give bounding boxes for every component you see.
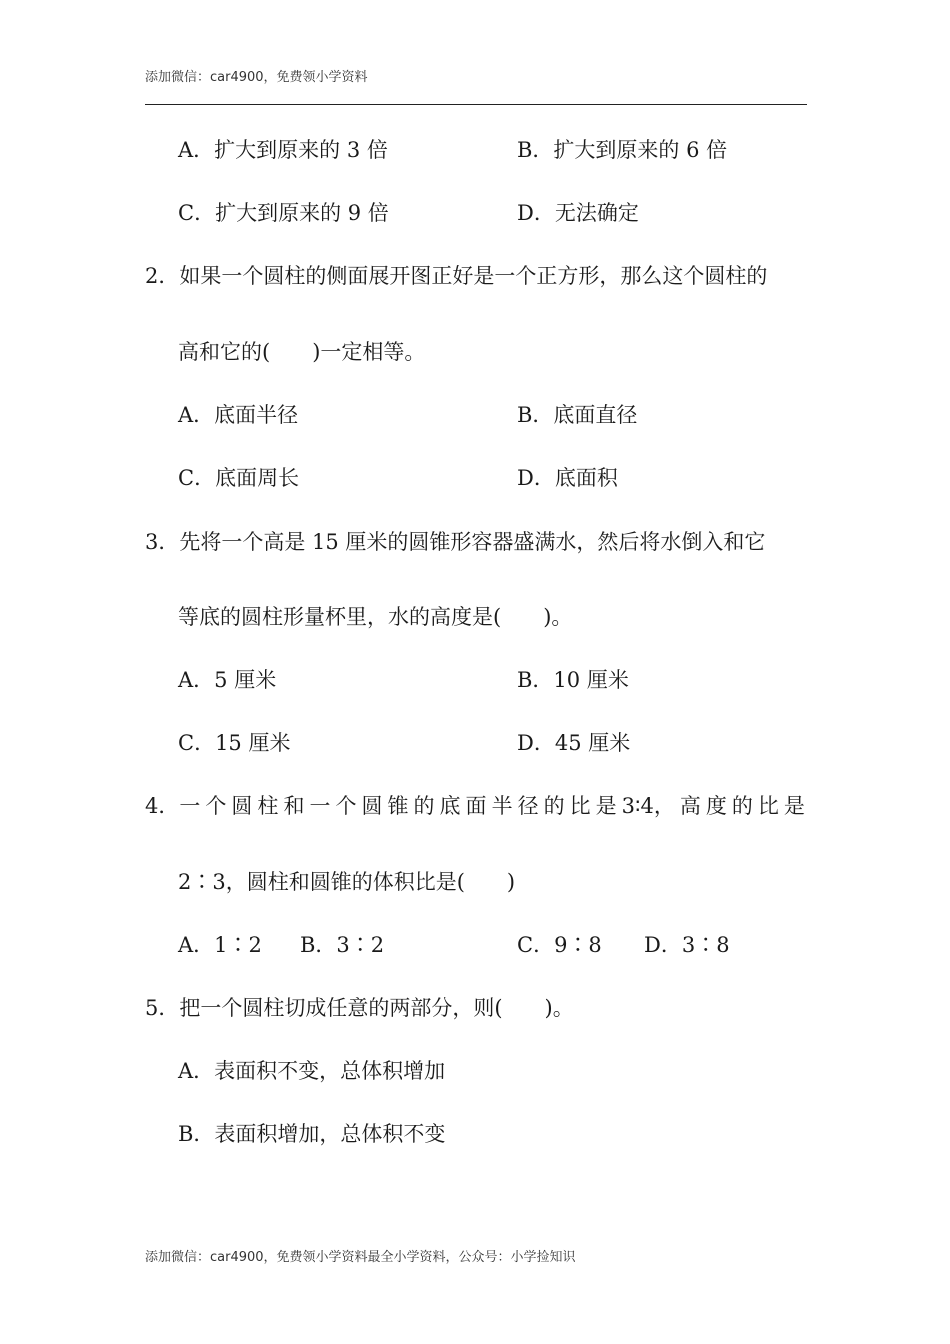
q4-stem-seg: 锥 (387, 794, 409, 818)
q2-stem-line1: 2．如果一个圆柱的侧面展开图正好是一个正方形，那么这个圆柱的 (145, 264, 768, 288)
q2-option-c: C．底面周长 (178, 466, 300, 490)
q1-option-b: B．扩大到原来的 6 倍 (517, 138, 728, 162)
q4-stem-seg: 底 (439, 794, 461, 818)
q5-option-a: A．表面积不变，总体积增加 (178, 1059, 446, 1083)
q4-stem-seg: 径 (517, 794, 539, 818)
q3-option-d: D．45 厘米 (517, 731, 631, 755)
q3-stem-line1: 3．先将一个高是 15 厘米的圆锥形容器盛满水，然后将水倒入和它 (145, 530, 766, 554)
q4-stem-seg: 的 (731, 794, 753, 818)
q4-option-d: D．3∶8 (644, 933, 730, 957)
q1-option-d: D．无法确定 (517, 201, 639, 225)
q4-stem-seg: 圆 (231, 794, 253, 818)
q4-stem-seg: 一 (309, 794, 331, 818)
q5-option-b: B．表面积增加，总体积不变 (178, 1122, 446, 1146)
q3-option-a: A．5 厘米 (178, 668, 277, 692)
q4-stem-seg: 比 (757, 794, 779, 818)
q4-stem-line1 (145, 796, 805, 817)
q3-option-b: B．10 厘米 (517, 668, 629, 692)
q1-option-a: A．扩大到原来的 3 倍 (178, 138, 388, 162)
page-footer: 添加微信：car4900，免费领小学资料最全小学资料，公众号：小学捡知识 (145, 1250, 576, 1265)
q4-stem-seg: 面 (465, 794, 487, 818)
q4-stem-seg: 柱 (257, 794, 279, 818)
q1-option-c: C．扩大到原来的 9 倍 (178, 201, 389, 225)
q2-stem-line2: 高和它的( )一定相等。 (178, 340, 426, 364)
q4-stem-seg: 圆 (361, 794, 383, 818)
q2-option-b: B．底面直径 (517, 403, 638, 427)
q4-stem-seg: 个 (335, 794, 357, 818)
q4-stem-seg: 比 (569, 794, 591, 818)
q4-stem-seg: 度 (705, 794, 727, 818)
q4-stem-seg: 半 (491, 794, 513, 818)
page-header: 添加微信：car4900，免费领小学资料 (145, 70, 368, 85)
q3-stem-line2: 等底的圆柱形量杯里，水的高度是( )。 (178, 605, 573, 629)
q4-option-b: B．3∶2 (300, 933, 385, 957)
q4-stem-line2: 2∶3，圆柱和圆锥的体积比是( ) (178, 870, 516, 894)
q5-stem-line1: 5．把一个圆柱切成任意的两部分，则( )。 (145, 996, 574, 1020)
q4-stem-seg: 是 (595, 794, 617, 818)
q4-stem-seg: 和 (283, 794, 305, 818)
q3-option-c: C．15 厘米 (178, 731, 291, 755)
q2-option-d: D．底面积 (517, 466, 618, 490)
q4-stem-seg: 是 (783, 794, 805, 818)
q4-stem-seg: 高 (679, 794, 701, 818)
q4-stem-seg: 4．一 (145, 794, 201, 818)
q4-option-c: C．9∶8 (517, 933, 602, 957)
q4-stem-seg: 的 (543, 794, 565, 818)
q4-stem-seg: 个 (205, 794, 227, 818)
q4-stem-seg: 3∶4， (621, 794, 675, 818)
q2-option-a: A．底面半径 (178, 403, 299, 427)
q4-stem-seg: 的 (413, 794, 435, 818)
header-divider (145, 104, 807, 105)
q4-option-a: A．1∶2 (178, 933, 262, 957)
